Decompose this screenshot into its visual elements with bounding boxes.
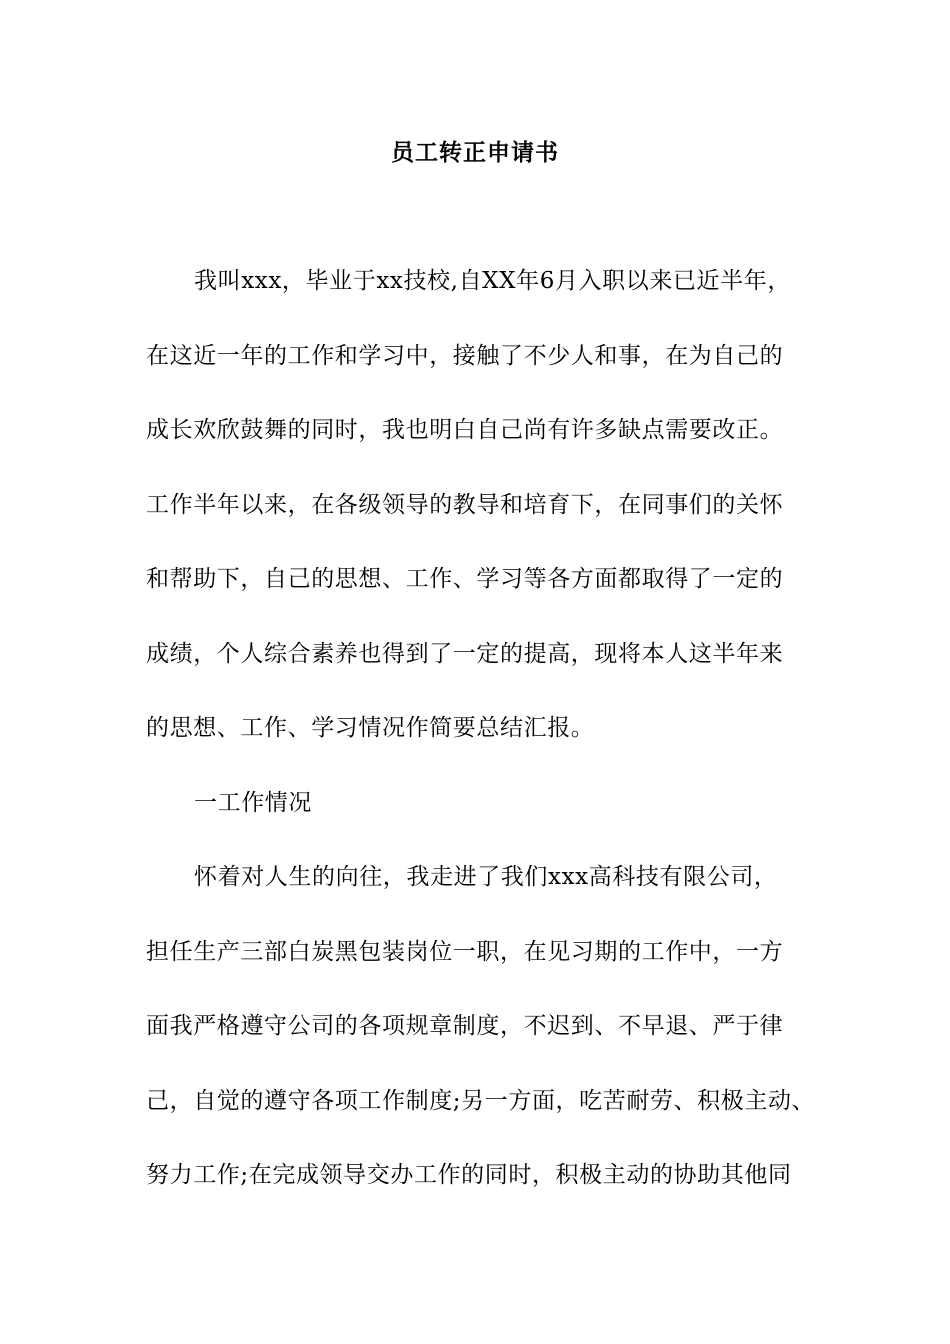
paragraph-line: 成长欢欣鼓舞的同时，我也明白自己尚有许多缺点需要改正。 <box>146 417 784 443</box>
paragraph-line: 面我严格遵守公司的各项规章制度，不迟到、不早退、严于律 <box>146 1013 784 1039</box>
paragraph-line: 在这近一年的工作和学习中，接触了不少人和事，在为自己的 <box>146 343 784 369</box>
document-title: 员工转正申请书 <box>391 140 559 166</box>
paragraph-line: 担任生产三部白炭黑包装岗位一职，在见习期的工作中，一方 <box>146 939 784 965</box>
section-heading: 一工作情况 <box>194 790 312 816</box>
paragraph-line: 和帮助下，自己的思想、工作、学习等各方面都取得了一定的 <box>146 566 784 592</box>
paragraph-line: 努力工作;在完成领导交办工作的同时，积极主动的协助其他同 <box>146 1162 792 1188</box>
paragraph-line: 己，自觉的遵守各项工作制度;另一方面，吃苦耐劳、积极主动、 <box>146 1088 816 1114</box>
paragraph-line: 成绩，个人综合素养也得到了一定的提高，现将本人这半年来 <box>146 641 784 667</box>
paragraph-line: 工作半年以来，在各级领导的教导和培育下，在同事们的关怀 <box>146 492 784 518</box>
paragraph-line: 我叫xxx，毕业于xx技校,自XX年6月入职以来已近半年， <box>194 268 791 294</box>
paragraph-line: 怀着对人生的向往，我走进了我们xxx高科技有限公司， <box>194 864 778 890</box>
paragraph-line: 的思想、工作、学习情况作简要总结汇报。 <box>146 715 595 741</box>
